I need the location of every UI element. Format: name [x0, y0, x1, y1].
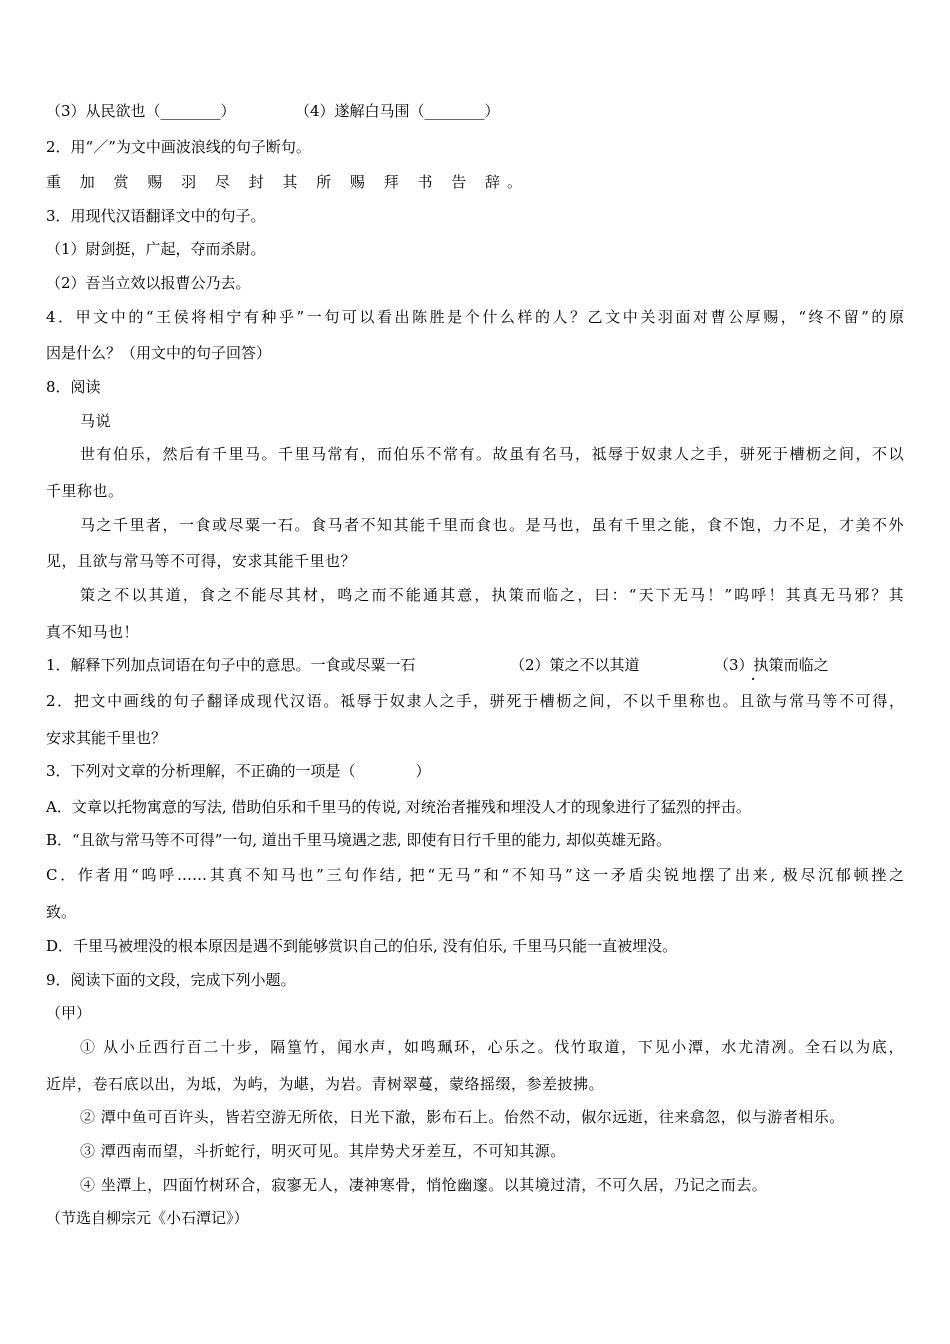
- q8-p1-line1: 世有伯乐，然后有千里马。千里马常有，而伯乐不常有。故虽有名马，祗辱于奴隶人之手，骈死于槽枥之间，不以: [80, 445, 904, 463]
- q9-p1-line1: ① 从小丘西行百二十步，隔篁竹，闻水声，如鸣珮环，心乐之。伐竹取道，下见小潭，水尤清冽。全石以为底，: [80, 1038, 904, 1056]
- q9-jia-label: （甲）: [46, 1004, 92, 1022]
- q8-3-option-b: B．“且欲与常马等不可得”一句, 道出千里马境遇之悲, 即使有日行千里的能力, 却似英雄无路。: [46, 831, 671, 849]
- q7-sub3: （3）从民欲也（________）: [46, 102, 236, 120]
- q7-2-prompt: 2．用“／”为文中画波浪线的句子断句。: [46, 138, 311, 156]
- q8-p1-line2: 千里称也。: [46, 482, 124, 500]
- q8-3-option-c-line1: C．作者用“呜呼……其真不知马也”三句作结, 把“无马”和“不知马”这一矛盾尖锐地摆了出来, 极尽沉郁顿挫之: [46, 866, 904, 884]
- q7-sub4-line: [295, 100, 500, 122]
- q7-4-line2: 因是什么？（用文中的句子回答）: [46, 344, 272, 362]
- q7-2-text: 重 加 赏 赐 羽 尽 封 其 所 赐 拜 书 告 辞。: [46, 173, 529, 191]
- q9-heading: 9．阅读下面的文段，完成下列小题。: [46, 971, 296, 989]
- q9-p3: ③ 潭西南而望，斗折蛇行，明灭可见。其岸势犬牙差互，不可知其源。: [80, 1142, 566, 1160]
- q8-1-sub3: [714, 654, 829, 676]
- q8-3-option-c-line2: 致。: [46, 903, 77, 921]
- q9-p4: ④ 坐潭上，四面竹树环合，寂寥无人，凄神寒骨，悄怆幽邃。以其境过清，不可久居，乃记之而去。: [80, 1176, 768, 1194]
- q7-sub3-line: [46, 100, 236, 122]
- q9-p1-line2: 近岸，卷石底以出，为坻，为屿，为嵁，为岩。青树翠蔓，蒙络摇缀，参差披拂。: [46, 1075, 605, 1093]
- q8-2-line2: 安求其能千里也？: [46, 729, 167, 747]
- q8-p3-line2: 真不知马也！: [46, 623, 140, 641]
- q8-3-option-a: A．文章以托物寓意的写法, 借助伯乐和千里马的传说, 对统治者摧残和埋没人才的现象进行了猛烈的抨击。: [46, 798, 751, 816]
- q8-passage-title: 马说: [80, 412, 112, 430]
- q8-2-line1: 2．把文中画线的句子翻译成现代汉语。祗辱于奴隶人之手，骈死于槽枥之间，不以千里称也。且欲与常马等不可得，: [46, 692, 904, 710]
- q9-p2: ② 潭中鱼可百许头，皆若空游无所依，日光下澈，影布石上。佁然不动，俶尔远逝，往来翕忽，似与游者相乐。: [80, 1108, 845, 1126]
- q7-3-1: （1）尉剑挺，广起，夺而杀尉。: [46, 240, 266, 258]
- q8-p2-line1: 马之千里者，一食或尽粟一石。食马者不知其能千里而食也。是马也，虽有千里之能，食不饱，力不足，才美不外: [80, 516, 904, 534]
- q8-1-sub3-prefix: （3）: [714, 656, 754, 674]
- q7-sub4: （4）遂解白马围（________）: [295, 102, 500, 120]
- q8-1-prompt: 1．解释下列加点词语在句子中的意思。一食或尽粟一石: [46, 656, 416, 674]
- q8-p2-line2: 见，且欲与常马等不可得，安求其能千里也？: [46, 552, 357, 570]
- q8-1-sub3-suffix: 策而临之: [768, 656, 829, 674]
- q8-1-sub2: （2）策之不以其道: [510, 656, 640, 674]
- q7-3-prompt: 3．用现代汉语翻译文中的句子。: [46, 207, 266, 225]
- q8-3-option-d: D．千里马被埋没的根本原因是遇不到能够赏识自己的伯乐, 没有伯乐, 千里马只能一直被埋没。: [46, 937, 678, 955]
- q8-3-prompt: 3．下列对文章的分析理解，不正确的一项是（ ）: [46, 762, 431, 780]
- q8-p3-line1: 策之不以其道，食之不能尽其材，鸣之而不能通其意，执策而临之，曰：“天下无马！”呜呼！其真无马邪？其: [80, 586, 904, 604]
- q8-1-sub3-dotted-word: 执 .: [754, 656, 769, 674]
- q7-4-line1: 4．甲文中的“王侯将相宁有种乎”一句可以看出陈胜是个什么样的人？乙文中关羽面对曹公厚赐，“终不留”的原: [46, 308, 904, 326]
- q9-source: （节选自柳宗元《小石潭记》）: [46, 1209, 249, 1227]
- q8-heading: 8．阅读: [46, 378, 101, 396]
- q7-3-2: （2）吾当立效以报曹公乃去。: [46, 274, 251, 292]
